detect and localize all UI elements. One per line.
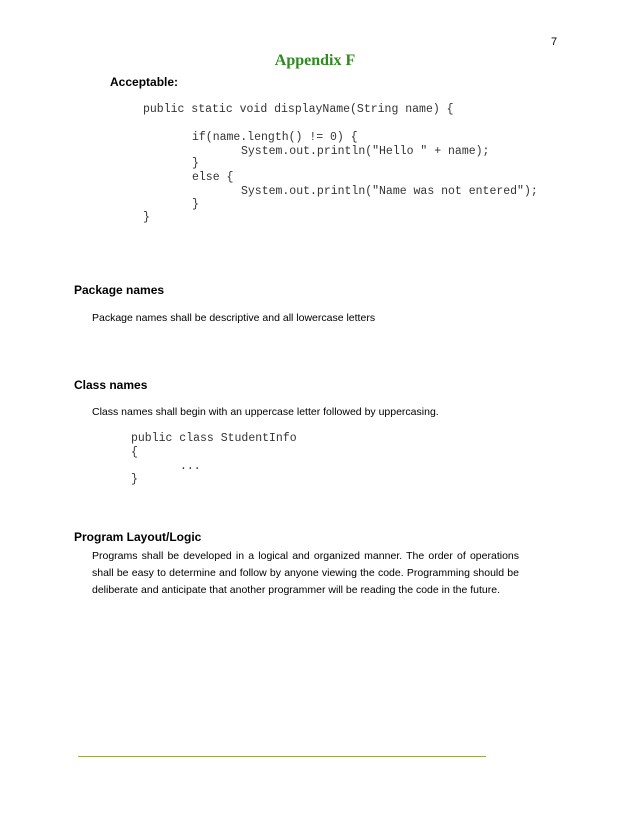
code-line: { bbox=[131, 446, 138, 459]
section-heading-package-names: Package names bbox=[74, 283, 165, 297]
code-line: if(name.length() != 0) { bbox=[192, 131, 358, 144]
footer-rule bbox=[78, 756, 486, 757]
code-line: } bbox=[131, 473, 138, 486]
code-line: } bbox=[143, 211, 150, 224]
code-line: } bbox=[192, 157, 199, 170]
code-line: ... bbox=[180, 460, 201, 473]
code-line: public class StudentInfo bbox=[131, 432, 297, 445]
section-heading-class-names: Class names bbox=[74, 378, 148, 392]
acceptable-label: Acceptable: bbox=[110, 75, 179, 89]
code-line: else { bbox=[192, 171, 234, 184]
code-line: public static void displayName(String name) { bbox=[143, 103, 454, 116]
program-layout-text: Programs shall be developed in a logical and organized manner. The order of operations shall be easy to determine and follow by anyone viewing the code. Programming should be deliberate and anticipate that another programmer will be reading the code in the future. bbox=[92, 550, 519, 596]
page-title: Appendix F bbox=[274, 52, 356, 69]
page-number: 7 bbox=[551, 36, 558, 48]
code-line: System.out.println("Name was not entered"); bbox=[241, 185, 538, 198]
section-heading-program-layout: Program Layout/Logic bbox=[74, 530, 202, 544]
code-line: System.out.println("Hello " + name); bbox=[241, 145, 490, 158]
package-names-text: Package names shall be descriptive and all lowercase letters bbox=[92, 312, 376, 324]
class-names-text: Class names shall begin with an uppercase letter followed by uppercasing. bbox=[92, 406, 439, 418]
code-line: } bbox=[192, 198, 199, 211]
